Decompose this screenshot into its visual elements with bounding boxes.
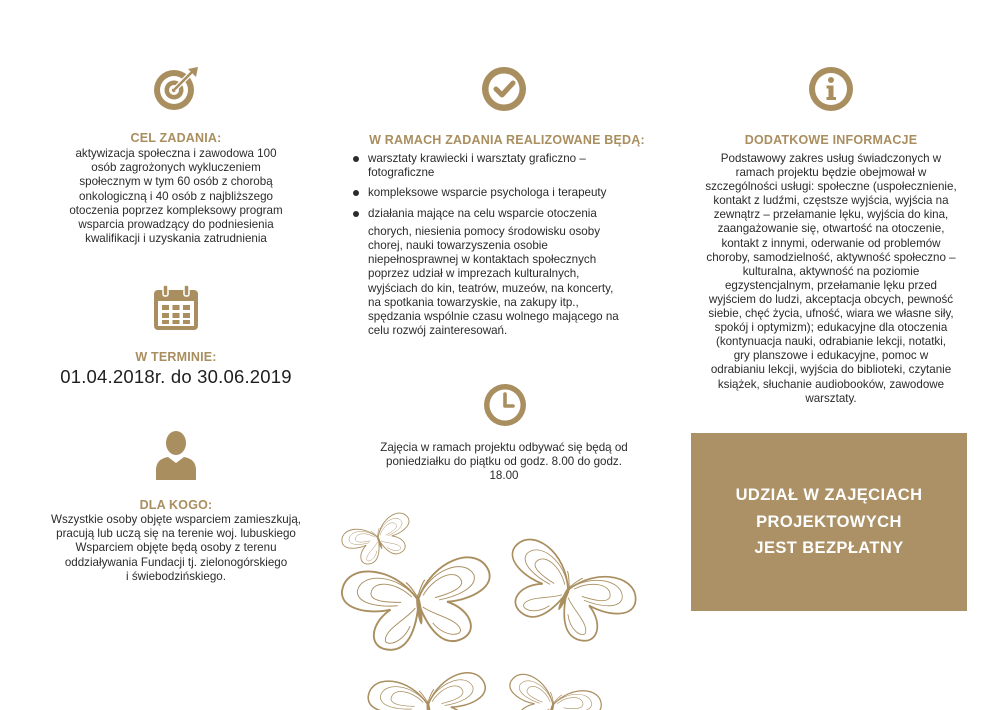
who-heading: DLA KOGO: [139,498,213,512]
free-participation-text: UDZIAŁ W ZAJĘCIACH PROJEKTOWYCH JEST BEZPŁATNY [735,486,923,558]
list-item: kompleksowe wsparcie psychologa i terapeuty [352,186,662,200]
clock-icon [483,383,527,427]
term-dates: 01.04.2018r. do 30.06.2019 [60,366,292,387]
schedule-text: Zajęcia w ramach projektu odbywać się będą od poniedziałku do piątku od godz. 8.00 do godz. 18.00 [380,441,628,483]
tasks-heading: W RAMACH ZADANIA REALIZOWANE BĘDĄ: [369,133,645,147]
checkmark-circle-icon [481,66,527,112]
target-icon [152,65,200,113]
butterflies-illustration [318,500,658,710]
who-section [22,498,330,584]
calendar-icon [152,284,200,332]
term-section [30,350,322,388]
goal-text: aktywizacja społeczna i zawodowa 100 osób zagrożonych wykluczeniem społecznym w tym 60 osób z chorobą onkologiczną i 40 osób z najbliższego otoczenia poprzez kompleksowy program wsparcia prowadzący do podniesienia kwalifikacji i uzyskania zatrudnienia [69,147,283,246]
list-item: działania mające na celu wsparcie otoczenia [352,207,662,221]
term-heading: W TERMINIE: [135,350,217,364]
info-text: Podstawowy zakres usług świadczonych w ramach projektu będzie obejmował w szczególności usługi: społeczne (uspołecznienie, kontakt z ludźmi, częstsze wyjścia, wyjścia na zewnątrz – przełamanie lęku, wyjścia do kina, zaangażowanie się, otwartość na otoczenie, kontakt z innymi, oderwanie od problemów choroby, samodzielność, aktywność społeczno – kulturalna, aktywność na poziomie egzystencjalnym, przełamanie lęku przed wyjściem do ludzi, akceptacja obcych, pewność siebie, chęć życia, ufność, wiara we własne siły, spokój i optymizm); edukacyjne dla otoczenia (kontynuacja nauki, odrabianie lekcji, notatki, gry planszowe i edukacyjne, pomoc w odrabianiu lekcji, wyjścia do biblioteki, czytanie książek, słuchanie audiobooków, zawodowe warsztaty. [705,152,957,405]
tasks-list [352,152,662,338]
info-section [680,133,982,406]
schedule-section [352,441,656,484]
info-icon [808,66,854,112]
list-item-continuation: chorych, niesienia pomocy środowisku osoby chorej, nauki towarzyszenia osobie niepełnosprawnej w kontaktach społecznych poprzez udział w imprezach kulturalnych, wyjściach do kin, teatrów, muzeów, na koncerty, na spotkania towarzyskie, na zakupy itp., spędzania wspólnie czasu wolnego mającego na celu rozwój zainteresowań. [368,224,619,338]
list-item: warsztaty krawiecki i warsztaty graficzno – fotograficzne [352,152,662,180]
tasks-section [352,133,662,342]
person-icon [154,430,198,480]
free-participation-box [691,433,967,611]
info-heading: DODATKOWE INFORMACJE [744,133,918,147]
who-text: Wszystkie osoby objęte wsparciem zamieszkują, pracują lub uczą się na terenie woj. lubuskiego Wsparciem objęte będą osoby z terenu oddziaływania Fundacji tj. zielonogórskiego i świebodzińskiego. [51,513,301,583]
goal-heading: CEL ZADANIA: [130,131,222,145]
goal-section [30,131,322,246]
